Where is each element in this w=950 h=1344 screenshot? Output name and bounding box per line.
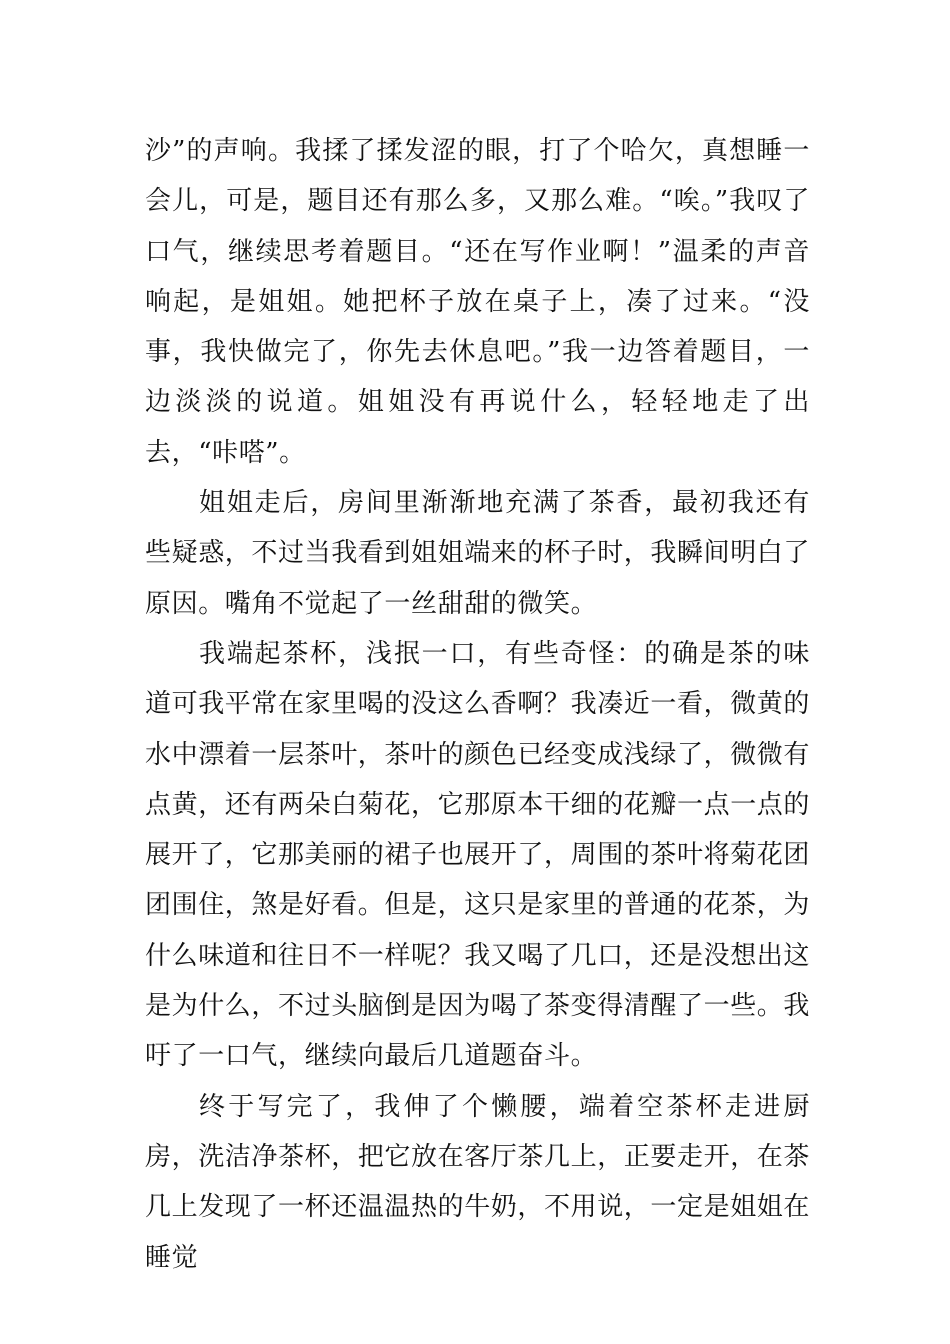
paragraph-4: 终于写完了，我伸了个懒腰，端着空茶杯走进厨房，洗洁净茶杯，把它放在客厅茶几上，正要走开，在茶几上发现了一杯还温温热的牛奶，不用说，一定是姐姐在睡觉 bbox=[145, 1091, 811, 1273]
paragraph-3: 我端起茶杯，浅抿一口，有些奇怪：的确是茶的味道可我平常在家里喝的没这么香啊？我凑近一看，微黄的水中漂着一层茶叶，茶叶的颜色已经变成浅绿了，微微有点黄，还有两朵白菊花，它那原本干细的花瓣一点一点的展开了，它那美丽的裙子也展开了，周围的茶叶将菊花团团围住，煞是好看。但是，这只是家里的普通的花茶，为什么味道和往日不一样呢？我又喝了几口，还是没想出这是为什么，不过头脑倒是因为喝了茶变得清醒了一些。我吁了一口气，继续向最后几道题奋斗。 bbox=[145, 638, 811, 1072]
paragraph-2: 姐姐走后，房间里渐渐地充满了茶香，最初我还有些疑惑，不过当我看到姐姐端来的杯子时，我瞬间明白了原因。嘴角不觉起了一丝甜甜的微笑。 bbox=[145, 488, 811, 619]
paragraph-1: 沙”的声响。我揉了揉发涩的眼，打了个哈欠，真想睡一会儿，可是，题目还有那么多，又那么难。“唉。”我叹了口气，继续思考着题目。“还在写作业啊！”温柔的声音响起，是姐姐。她把杯子放在桌子上，凑了过来。“没事，我快做完了，你先去休息吧。”我一边答着题目，一边淡淡的说道。姐姐没有再说什么，轻轻地走了出去，“咔嗒”。 bbox=[145, 136, 810, 468]
document-body bbox=[145, 126, 810, 1283]
